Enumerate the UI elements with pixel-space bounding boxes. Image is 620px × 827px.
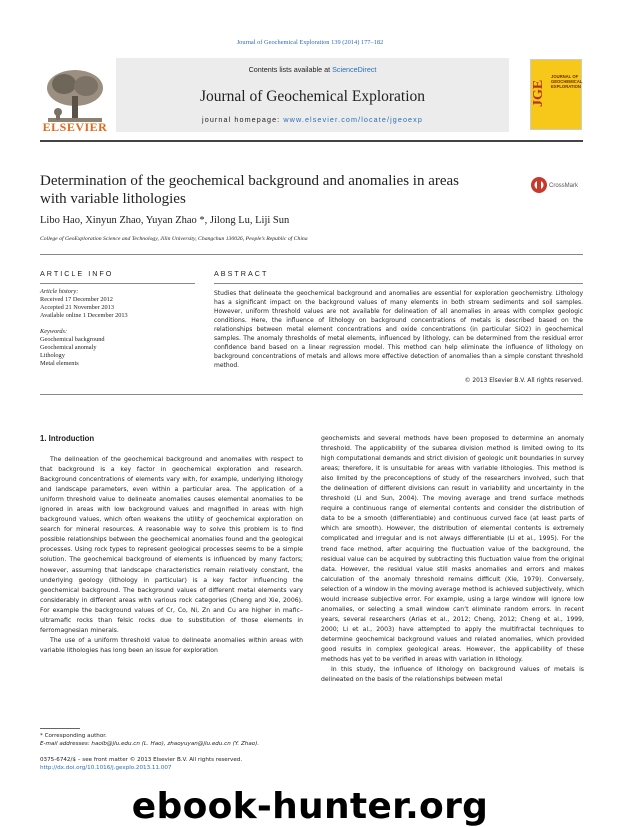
section-heading: 1. Introduction <box>40 434 95 443</box>
cover-title: JOURNAL OF GEOCHEMICAL EXPLORATION <box>551 74 583 89</box>
journal-homepage <box>116 115 509 124</box>
issn-line: 0375-6742/$ – see front matter © 2013 Elsevier B.V. All rights reserved. <box>40 757 243 763</box>
paragraph: The use of a uniform threshold value to delineate anomalies within areas with variable lithologies has long been an issue for exploration <box>40 636 303 654</box>
elsevier-wordmark: ELSEVIER <box>42 120 108 134</box>
sciencedirect-link[interactable]: ScienceDirect <box>332 65 377 74</box>
footnote <box>40 732 303 748</box>
body-column-right <box>321 434 584 685</box>
keyword: Lithology <box>40 352 65 359</box>
online-date: Available online 1 December 2013 <box>40 312 128 319</box>
keyword: Geochemical background <box>40 336 105 343</box>
email-addresses[interactable]: E-mail addresses: haolb@jlu.edu.cn (L. Hao), zhaoyuyan@jlu.edu.cn (Y. Zhao). <box>40 741 260 747</box>
doi-link[interactable]: http://dx.doi.org/10.1016/j.gexplo.2013.11.007 <box>40 765 172 771</box>
history-label: Article history: <box>40 288 79 295</box>
article-title: Determination of the geochemical background and anomalies in areas with variable lithologies <box>40 173 460 207</box>
contents-prefix: Contents lists available at <box>248 65 333 74</box>
keyword: Metal elements <box>40 360 79 367</box>
footnote-rule <box>40 728 80 729</box>
paragraph: In this study, the influence of lithology on background values of metals is delineated on the basis of the relationships between metal <box>321 666 584 684</box>
cover-acronym: JGE <box>531 79 546 107</box>
journal-cover-thumbnail[interactable] <box>530 59 582 130</box>
crossmark-label: CrossMark <box>549 183 579 189</box>
homepage-link[interactable]: www.elsevier.com/locate/jgeoexp <box>283 115 423 124</box>
journal-reference[interactable]: Journal of Geochemical Exploration 139 (2014) 177–182 <box>236 39 384 46</box>
abstract-text: Studies that delineate the geochemical background and anomalies are essential for exploration geochemistry. Lithology has a significant impact on the background values of many elements in both stream sediments and soil samples. However, uniform threshold values are not available for delineation of all anomalies in areas with complex geologic conditions. Here, the influence of lithology on background concentrations of metals is described based on the relationships between metal element concentrations and oxide concentrations (in particular SiO2) in geochemical samples. The anomaly thresholds of metal elements, influenced by lithology, can be determined from the residual error confidence band based on a linear regression model. This method can help eliminate the influence of lithology on background concentrations of metals and allows more effective detection of anomalies than a simple constant threshold method. <box>214 290 583 370</box>
divider <box>40 254 583 255</box>
paragraph: The delineation of the geochemical background and anomalies with respect to that background is a key factor in geochemical exploration and research. Background concentrations of elements vary with, for example, underlying lithology and landscape parameters, even within a particular area. The application of a uniform threshold value to delineate anomalies causes elemental anomalies to be ignored in areas with low background values and magnified in areas with high background values, which often weakens the utility of geochemical exploration on search for mineral resources. A reasonable way to solve this problem is to find possible relationships between the geochemical anomalies found and the geological processes. Using rock types to represent geological processes seems to be a simple solution. The geochemical background of elements is influenced by many factors; however, assuming that landscape characteristics remain relatively constant, the underlying geology (lithology in particular) is a key factor influencing the geochemical background. The background values of different metal elements vary considerably in different areas with various rock categories (Cheng and Xie, 2006). For example the background values of Cr, Co, Ni, Zn and Cu are higher in mafic–ultramafic rocks than felsic rocks due to substitution of those elements in ferromagnesian minerals. <box>40 456 303 634</box>
corresponding-author: * Corresponding author. <box>40 733 107 739</box>
contents-line <box>116 65 509 74</box>
copyright: © 2013 Elsevier B.V. All rights reserved. <box>464 378 583 384</box>
homepage-prefix: journal homepage: <box>202 115 284 124</box>
watermark: ebook-hunter.org <box>131 786 489 827</box>
masthead-rule <box>40 140 583 142</box>
divider <box>214 283 583 284</box>
author-list: Libo Hao, Xinyun Zhao, Yuyan Zhao *, Jilong Lu, Liji Sun <box>40 215 290 226</box>
keywords-label: Keywords: <box>40 328 68 335</box>
paragraph: geochemists and several methods have been proposed to determine an anomaly threshold. The applicability of the subarea division method is limited owing to its high computational demands and strict division of geologic unit boundaries in survey areas; therefore, it is unsuitable for areas with variable lithologies. This method is also limited by the preconceptions of study of the researchers involved, such that the delineation of different divisions can result in variability and uncertainty in the threshold (Li and Sun, 2004). The moving average and trend surface methods require a continuous range of elemental contents and consider the distribution of data to be a smooth (differentiable) and continuous curved face (at least parts of which are smooth). However, the distribution of elemental contents is extremely complicated and irregular and is not always differentiable (Li et al., 1995). For the trend face method, after acquiring the fluctuation value of the background, the residual value can be acquired by subtracting this fluctuation value from the original data. However, the residual value still masks anomalies and errors and makes calculation of the anomaly threshold remains difficult (Xie, 1979). Conversely, selection of a window in the moving average method is achieved subjectively, which would increase subjective error. For example, using a large window will ignore low anomalies, or selecting a small window can’t eliminate random errors. In recent years, several researchers (Arias et al., 2012; Cheng, 2012; Cheng et al., 1999, 2000; Li et al., 2003) have attempted to apply the multifractal techniques to determine geochemical background values and related anomalies, which provided good results in complex geological areas. However, the applicability of these methods has yet to be verified in areas with variation in lithology. <box>321 435 584 664</box>
issn-block <box>40 756 303 772</box>
divider <box>40 283 195 284</box>
keyword: Geochemical anomaly <box>40 344 97 351</box>
body-column-left <box>40 455 303 656</box>
article-info <box>40 288 200 368</box>
journal-title: Journal of Geochemical Exploration <box>199 88 426 105</box>
received-date: Received 17 December 2012 <box>40 296 113 303</box>
article-info-heading: ARTICLE INFO <box>40 269 114 278</box>
divider <box>40 394 583 395</box>
affiliation: College of GeoExploration Science and Technology, Jilin University, Changchun 130026, People’s Republic of China <box>40 236 308 242</box>
abstract-heading: ABSTRACT <box>214 269 269 278</box>
accepted-date: Accepted 21 November 2013 <box>40 304 114 311</box>
